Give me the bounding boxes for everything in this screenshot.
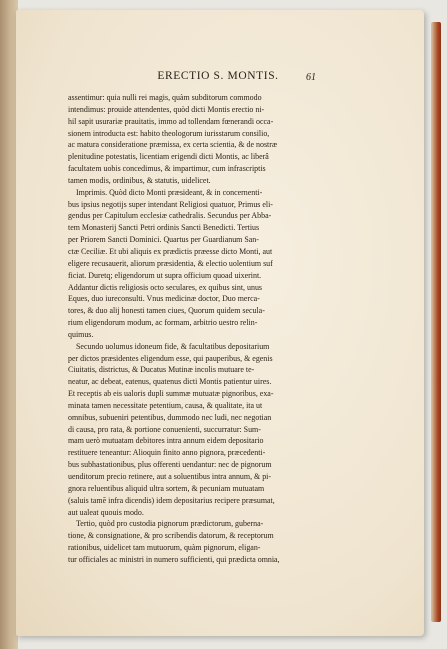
paragraph	[68, 341, 334, 519]
page-number: 61	[306, 72, 316, 83]
text-line: per dictos præsidentes eligendum esse, qui pauperibus, & egenis	[68, 353, 273, 363]
text-line: gnora reluentibus aliquid ultra sortem, & pecuniam mutuatam	[68, 483, 265, 493]
text-line: hil sapit usurariæ prauitatis, immo ad tollendam fœnerandi occa-	[68, 116, 274, 126]
text-line: uenditorum precio retinere, aut a soluentibus intra annum, & pi-	[68, 472, 272, 481]
text-line: bus subhastationibus, plus offerenti uendantur: nec de pignorum	[68, 460, 272, 470]
text-line: rium eligendorum modum, ac formam, arbitrio uestro relin-	[68, 318, 258, 328]
text-line: Ciuitatis, districtus, & Ducatus Mutinæ incolis mutuare te-	[68, 365, 255, 375]
text-line: restituere teneantur: Alioquin finito anno pignora, præcedenti-	[68, 448, 266, 458]
paragraph	[68, 92, 334, 187]
text-line: Et receptis ab eis ualoris dupli summæ mutuatæ pignoribus, exa-	[68, 389, 274, 399]
text-line: mam uerò mutuatam debitores intra annum eidem depositario	[68, 436, 264, 446]
text-line: minata tamen necessitate petentium, causa, & qualitate, ita ut	[68, 400, 263, 410]
text-line: tores, & duo alij honesti tamen ciues, Quorum quidem secula-	[68, 306, 265, 316]
text-line: tione, & consignatione, & pro scribendis datorum, & receptorum	[68, 531, 274, 541]
text-line: neatur, ac debeat, eatenus, quatenus dicti Montis patientur uires.	[68, 377, 272, 387]
running-head: ERECTIO S. MONTIS.	[157, 70, 279, 82]
text-line: di causa, pro rata, & portione conuenienti, succurratur: Sum-	[68, 424, 261, 434]
text-line: facultatem uobis concedimus, & impartimur, cum infrascriptis	[68, 164, 266, 174]
text-line: assentimur: quia nulli rei magis, quàm subditorum commodo	[68, 93, 262, 102]
text-line: tur officiales ac ministri in numero sufficienti, qui prædicta omnia,	[68, 554, 280, 564]
body-text	[68, 92, 334, 566]
text-line: bus ipsius negotijs super intendant Religiosi quatuor, Primus eli-	[68, 199, 273, 209]
text-line: tem Monasterij Sancti Petri ordinis Sancti Benedicti. Tertius	[68, 223, 260, 233]
text-line: eligere recusauerit, aliorum præsidentia, & electio uolentium suf	[68, 258, 273, 268]
text-line: quimus.	[68, 329, 94, 339]
page-edge	[431, 22, 441, 622]
text-line: sionem introducta est: habito theologorum iurisstarum consilio,	[68, 128, 270, 138]
text-line: Addantur dictis religiosis octo seculares, ex quibus sint, unus	[68, 282, 262, 292]
text-line: aut ualeat quouis modo.	[68, 507, 144, 517]
text-line: Tertio, quòd pro custodia pignorum prædictorum, guberna-	[76, 519, 264, 529]
text-line: ficiat. Duretq; eligendorum ut supra officium quoad uixerint.	[68, 270, 262, 280]
text-line: Imprimis. Quòd dicto Monti præsideant, & in concernenti-	[76, 187, 263, 197]
text-line: rationibus, uidelicet tam mutuorum, quàm pignorum, eligan-	[68, 543, 261, 553]
text-line: plenitudine potestatis, licentiam erigendi dicti Montis, ac liberâ	[68, 152, 269, 162]
text-line: ac matura consideratione præmissa, ex certa scientia, & de nostræ	[68, 140, 278, 150]
text-line: (saluis tamē infra dicendis) idem depositarius recipere præsumat,	[68, 495, 275, 505]
text-line: per Priorem Sancti Dominici. Quartus per Guardianum San-	[68, 235, 259, 245]
text-line: tamen modis, ordinibus, & statutis, uidelicet.	[68, 175, 211, 185]
text-line: Secundo uolumus idoneum fide, & facultatibus depositarium	[76, 341, 270, 351]
text-line: omnibus, subueniri petentibus, dummodo nec ludi, nec negotian	[68, 412, 272, 422]
paragraph	[68, 518, 334, 565]
text-line: gendus per Capitulum ecclesiæ cathedralis. Secundus per Abba-	[68, 211, 272, 221]
text-line: intendimus: prouide attendentes, quòd dicti Montis erectio ni-	[68, 104, 265, 114]
paragraph	[68, 187, 334, 341]
text-line: ctæ Ceciliæ. Et ubi aliquis ex prædictis præesse dicto Monti, aut	[68, 246, 273, 256]
text-line: Eques, duo iureconsulti. Vnus medicinæ doctor, Duo merca-	[68, 294, 260, 304]
